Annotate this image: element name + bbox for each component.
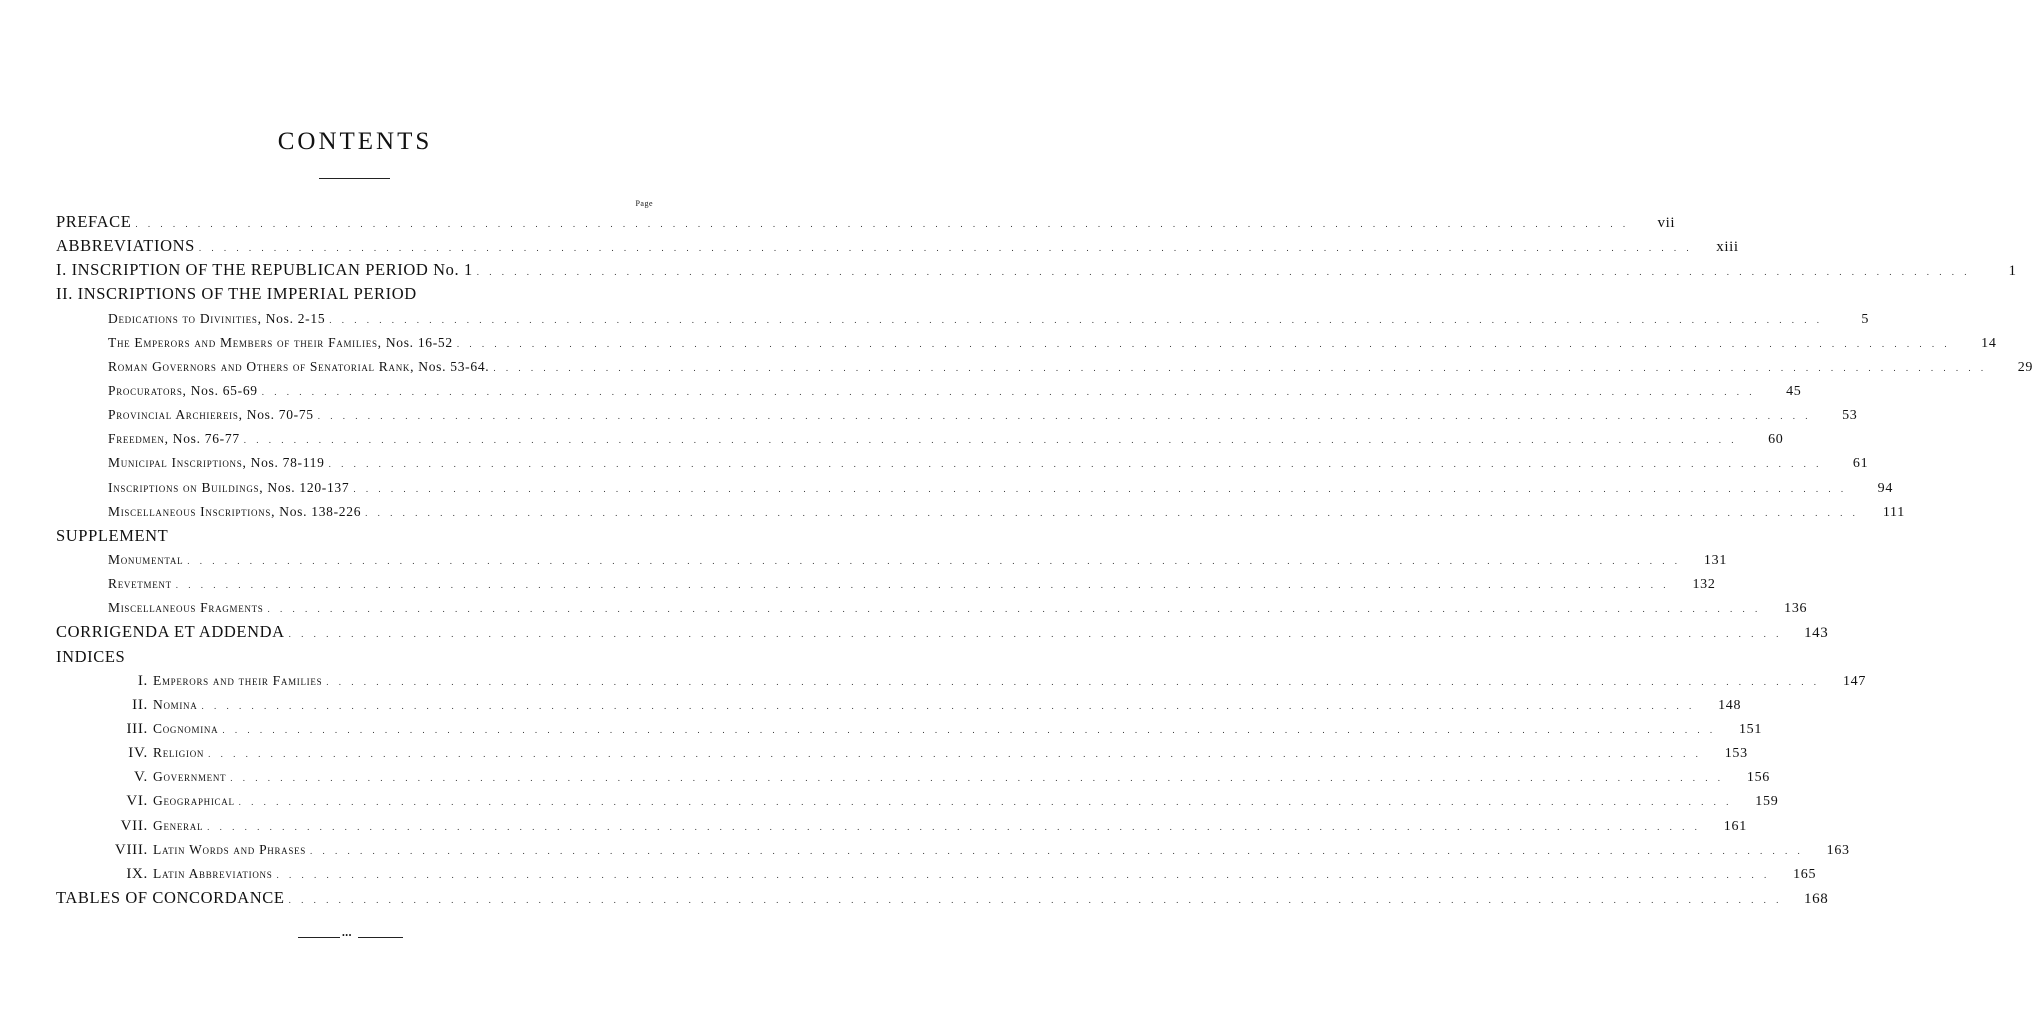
toc-entry-number: VIII. xyxy=(114,841,148,858)
toc-entry-number: IV. xyxy=(128,745,148,762)
toc-entry-label xyxy=(0,814,203,838)
toc-entry-title: CORRIGENDA ET ADDENDA xyxy=(56,622,285,642)
toc-entry-numbers: Nos. 16-52 xyxy=(385,334,453,350)
toc-entry-title: Latin Abbreviations xyxy=(153,865,273,881)
toc-entry-title: Nomina xyxy=(153,696,198,712)
toc-entry-page: xiii xyxy=(1716,239,1739,256)
toc-entry-page: 148 xyxy=(1718,697,1742,713)
toc-entry-title: The Emperors and Members of their Families, xyxy=(108,334,382,350)
toc-entry-page: 165 xyxy=(1793,866,1817,882)
toc-entry-numbers: Nos. 76-77 xyxy=(172,431,240,447)
toc-entry-title: Dedications to Divinities, xyxy=(108,310,262,326)
toc-entry-title: INSCRIPTIONS OF THE IMPERIAL PERIOD xyxy=(77,284,417,304)
dot-leader: . . . . . . . . . . . . . . . . . . . . . . . . . . . . . . . . . . . . . . . . . . . . . . . . . . . . . . . . . . . . . . . . . . . . . . . . . . . . . . . . . . . . . . . . . . . . . . . . . . . . . . . . . . . . . . . . . . . . . . . . xyxy=(310,845,1804,856)
toc-entry-numbers: Nos. 70-75 xyxy=(246,407,314,423)
toc-entry xyxy=(0,427,1784,451)
toc-entry-page: 147 xyxy=(1842,673,1867,689)
toc-entry xyxy=(0,210,1676,234)
toc-entry-page: 131 xyxy=(1703,552,1728,568)
end-ornament: ••• xyxy=(298,935,403,941)
toc-entry xyxy=(0,620,1829,644)
toc-entry xyxy=(0,500,1905,524)
toc-entry-label xyxy=(56,886,285,910)
dot-leader: . . . . . . . . . . . . . . . . . . . . . . . . . . . . . . . . . . . . . . . . . . . . . . . . . . . . . . . . . . . . . . . . . . . . . . . . . . . . . . . . . . . . . . . . . . . . . . . . . . . . . . . . . . . . . . . . . . . . . . . . xyxy=(288,629,1783,640)
toc-entry-number: I. xyxy=(56,260,67,280)
dot-leader: . . . . . . . . . . . . . . . . . . . . . . . . . . . . . . . . . . . . . . . . . . . . . . . . . . . . . . . . . . . . . . . . . . . . . . . . . . . . . . . . . . . . . . . . . . . . . . . . . . . . . . . . . . . . . . . . . . . . . . . . xyxy=(187,555,1682,566)
toc-entry-page: vii xyxy=(1657,215,1676,231)
toc-entry xyxy=(0,379,1802,403)
toc-entry-page: 1 xyxy=(2008,263,2017,280)
toc-entry xyxy=(0,572,1716,596)
toc-entry-page: 111 xyxy=(1882,504,1905,520)
toc-entry-page: 161 xyxy=(1723,818,1747,834)
toc-entry-number: VII. xyxy=(120,817,148,834)
toc-entry-page: 153 xyxy=(1724,746,1748,762)
toc-entry-title: INSCRIPTION OF THE REPUBLICAN PERIOD xyxy=(71,260,429,280)
toc-entry-label xyxy=(108,379,258,403)
toc-entry xyxy=(0,451,1869,475)
toc-entry-title: Revetment xyxy=(108,576,172,592)
toc-entry-label xyxy=(108,451,325,475)
toc-entry-label xyxy=(0,693,197,717)
toc-entry xyxy=(0,331,1997,355)
toc-entry xyxy=(0,814,1747,838)
toc-entry-numbers: Nos. 2-15 xyxy=(265,310,326,326)
toc-entry-label xyxy=(0,765,226,789)
toc-entry-label xyxy=(108,331,453,355)
toc-entry-page: 132 xyxy=(1692,577,1716,593)
toc-entry xyxy=(0,645,710,669)
toc-entry-numbers: Nos. 78-119 xyxy=(250,455,325,471)
toc-entry xyxy=(0,258,2017,282)
toc-entry-label xyxy=(108,476,349,500)
page-column-label: Page xyxy=(635,199,653,208)
toc-entry-label xyxy=(0,838,306,862)
toc-entry-page: 136 xyxy=(1784,601,1808,617)
toc-entry-title: Latin Words and Phrases xyxy=(153,841,306,857)
toc-entry-title: TABLES OF CONCORDANCE xyxy=(56,887,285,907)
toc-entry-label xyxy=(108,355,489,379)
dot-leader: . . . . . . . . . . . . . . . . . . . . . . . . . . . . . . . . . . . . . . . . . . . . . . . . . . . . . . . . . . . . . . . . . . . . . . . . . . . . . . . . . . . . . . . . . . . . . . . . . . . . . . . . . . . . . . . . . . . . . . . . xyxy=(222,724,1717,735)
toc-entry-title: SUPPLEMENT xyxy=(56,525,169,545)
toc-entry-page: 163 xyxy=(1826,842,1850,858)
toc-entry-number: III. xyxy=(126,720,148,737)
toc-entry-label xyxy=(56,210,131,234)
toc-entry-number: II. xyxy=(132,696,148,713)
toc-entry-numbers: Nos. 120-137 xyxy=(267,479,350,495)
toc-entry-number: I. xyxy=(137,672,148,689)
toc-entry-page: 60 xyxy=(1768,432,1784,448)
dot-leader: . . . . . . . . . . . . . . . . . . . . . . . . . . . . . . . . . . . . . . . . . . . . . . . . . . . . . . . . . . . . . . . . . . . . . . . . . . . . . . . . . . . . . . . . . . . . . . . . . . . . . . . . . . . . . . . . . . . . . . . . xyxy=(175,580,1670,591)
toc-entry-title: Inscriptions on Buildings, xyxy=(108,479,264,495)
dot-leader: . . . . . . . . . . . . . . . . . . . . . . . . . . . . . . . . . . . . . . . . . . . . . . . . . . . . . . . . . . . . . . . . . . . . . . . . . . . . . . . . . . . . . . . . . . . . . . . . . . . . . . . . . . . . . . . . . . . . . . . . xyxy=(493,362,1988,373)
dot-leader: . . . . . . . . . . . . . . . . . . . . . . . . . . . . . . . . . . . . . . . . . . . . . . . . . . . . . . . . . . . . . . . . . . . . . . . . . . . . . . . . . . . . . . . . . . . . . . . . . . . . . . . . . . . . . . . . . . . . . . . . xyxy=(476,267,1971,278)
toc-entry xyxy=(0,524,710,548)
toc-entry-label xyxy=(0,789,235,813)
dot-leader: . . . . . . . . . . . . . . . . . . . . . . . . . . . . . . . . . . . . . . . . . . . . . . . . . . . . . . . . . . . . . . . . . . . . . . . . . . . . . . . . . . . . . . . . . . . . . . . . . . . . . . . . . . . . . . . . . . . . . . . . xyxy=(238,797,1733,808)
toc-entry-title: Provincial Archiereis, xyxy=(108,407,243,423)
toc-entry-title: Procurators, xyxy=(108,382,187,398)
toc-entry xyxy=(0,741,1748,765)
toc-entry xyxy=(0,282,710,306)
toc-entry-numbers: Nos. 53-64. xyxy=(418,358,490,374)
dot-leader: . . . . . . . . . . . . . . . . . . . . . . . . . . . . . . . . . . . . . . . . . . . . . . . . . . . . . . . . . . . . . . . . . . . . . . . . . . . . . . . . . . . . . . . . . . . . . . . . . . . . . . . . . . . . . . . . . . . . . . . . xyxy=(198,243,1693,254)
toc-entry-page: 45 xyxy=(1786,383,1802,399)
toc-entry xyxy=(0,596,1808,620)
toc-entry-number: V. xyxy=(133,769,148,786)
toc-entry-title: General xyxy=(153,817,204,833)
toc-entry xyxy=(0,789,1779,813)
toc-entry-title: ABBREVIATIONS xyxy=(56,236,195,256)
toc-entry-page: 14 xyxy=(1981,335,1997,351)
dot-leader: . . . . . . . . . . . . . . . . . . . . . . . . . . . . . . . . . . . . . . . . . . . . . . . . . . . . . . . . . . . . . . . . . . . . . . . . . . . . . . . . . . . . . . . . . . . . . . . . . . . . . . . . . . . . . . . . . . . . . . . . xyxy=(261,386,1756,397)
toc-entry-title: PREFACE xyxy=(56,212,132,231)
toc-entry-label xyxy=(108,427,240,451)
dot-leader: . . . . . . . . . . . . . . . . . . . . . . . . . . . . . . . . . . . . . . . . . . . . . . . . . . . . . . . . . . . . . . . . . . . . . . . . . . . . . . . . . . . . . . . . . . . . . . . . . . . . . . . . . . . . . . . . . . . . . . . . xyxy=(267,604,1762,615)
dot-leader: . . . . . . . . . . . . . . . . . . . . . . . . . . . . . . . . . . . . . . . . . . . . . . . . . . . . . . . . . . . . . . . . . . . . . . . . . . . . . . . . . . . . . . . . . . . . . . . . . . . . . . . . . . . . . . . . . . . . . . . . xyxy=(365,507,1859,518)
toc-entry-label xyxy=(108,596,264,620)
toc-entry-label xyxy=(0,741,204,765)
toc-entry-page: 156 xyxy=(1746,770,1770,786)
toc-entry-label xyxy=(108,307,325,331)
dot-leader: . . . . . . . . . . . . . . . . . . . . . . . . . . . . . . . . . . . . . . . . . . . . . . . . . . . . . . . . . . . . . . . . . . . . . . . . . . . . . . . . . . . . . . . . . . . . . . . . . . . . . . . . . . . . . . . . . . . . . . . . xyxy=(208,749,1702,760)
toc-entry-title: Miscellaneous Inscriptions, xyxy=(108,503,276,519)
toc-entry-page: 29 xyxy=(2017,359,2033,375)
toc-entry xyxy=(0,669,1867,693)
dot-leader: . . . . . . . . . . . . . . . . . . . . . . . . . . . . . . . . . . . . . . . . . . . . . . . . . . . . . . . . . . . . . . . . . . . . . . . . . . . . . . . . . . . . . . . . . . . . . . . . . . . . . . . . . . . . . . . . . . . . . . . . xyxy=(230,773,1724,784)
toc-entry-label xyxy=(56,524,168,548)
dot-leader: . . . . . . . . . . . . . . . . . . . . . . . . . . . . . . . . . . . . . . . . . . . . . . . . . . . . . . . . . . . . . . . . . . . . . . . . . . . . . . . . . . . . . . . . . . . . . . . . . . . . . . . . . . . . . . . . . . . . . . . . xyxy=(243,435,1738,446)
title-rule xyxy=(319,178,390,179)
toc-entry-page: 5 xyxy=(1861,311,1870,327)
toc-entry xyxy=(0,355,2033,379)
toc-entry xyxy=(0,476,1894,500)
toc-entry xyxy=(0,234,1739,258)
toc-entry xyxy=(0,403,1858,427)
toc-entry-label xyxy=(108,500,361,524)
toc-entry-label xyxy=(56,645,125,669)
toc-entry-numbers: Nos. 138-226 xyxy=(279,503,362,519)
toc-entry-label xyxy=(0,717,218,741)
toc-entry-page: 151 xyxy=(1738,721,1763,737)
toc-entry-label xyxy=(108,403,314,427)
dot-leader: . . . . . . . . . . . . . . . . . . . . . . . . . . . . . . . . . . . . . . . . . . . . . . . . . . . . . . . . . . . . . . . . . . . . . . . . . . . . . . . . . . . . . . . . . . . . . . . . . . . . . . . . . . . . . . . . . . . . . . . . xyxy=(201,700,1696,711)
dot-leader: . . . . . . . . . . . . . . . . . . . . . . . . . . . . . . . . . . . . . . . . . . . . . . . . . . . . . . . . . . . . . . . . . . . . . . . . . . . . . . . . . . . . . . . . . . . . . . . . . . . . . . . . . . . . . . . . . . . . . . . . xyxy=(288,894,1783,905)
toc-entry-title: INDICES xyxy=(56,646,126,666)
toc-entry-title: Roman Governors and Others of Senatorial Rank, xyxy=(108,358,415,374)
dot-leader: . . . . . . . . . . . . . . . . . . . . . . . . . . . . . . . . . . . . . . . . . . . . . . . . . . . . . . . . . . . . . . . . . . . . . . . . . . . . . . . . . . . . . . . . . . . . . . . . . . . . . . . . . . . . . . . . . . . . . . . . xyxy=(207,821,1701,832)
toc-entry xyxy=(0,838,1850,862)
dot-leader: . . . . . . . . . . . . . . . . . . . . . . . . . . . . . . . . . . . . . . . . . . . . . . . . . . . . . . . . . . . . . . . . . . . . . . . . . . . . . . . . . . . . . . . . . . . . . . . . . . . . . . . . . . . . . . . . . . . . . . . . xyxy=(328,459,1823,470)
toc-entry-page: 159 xyxy=(1755,794,1779,810)
toc-entry-title: Religion xyxy=(153,745,205,761)
dot-leader: . . . . . . . . . . . . . . . . . . . . . . . . . . . . . . . . . . . . . . . . . . . . . . . . . . . . . . . . . . . . . . . . . . . . . . . . . . . . . . . . . . . . . . . . . . . . . . . . . . . . . . . . . . . . . . . . . . . . . . . . xyxy=(456,338,1951,349)
toc-entry xyxy=(0,765,1770,789)
toc-entry xyxy=(0,717,1763,741)
toc-entry xyxy=(0,886,1829,910)
toc-entry xyxy=(0,307,1870,331)
toc-entry-label xyxy=(56,282,417,306)
toc-entry xyxy=(0,693,1742,717)
page-title: CONTENTS xyxy=(277,128,433,155)
toc-entry-label xyxy=(56,620,285,644)
dot-leader: . . . . . . . . . . . . . . . . . . . . . . . . . . . . . . . . . . . . . . . . . . . . . . . . . . . . . . . . . . . . . . . . . . . . . . . . . . . . . . . . . . . . . . . . . . . . . . . . . . . . . . . . . . . . . . . . . . . . . . . . xyxy=(326,676,1821,687)
dot-leader: . . . . . . . . . . . . . . . . . . . . . . . . . . . . . . . . . . . . . . . . . . . . . . . . . . . . . . . . . . . . . . . . . . . . . . . . . . . . . . . . . . . . . . . . . . . . . . . . . . . . . . . . . . . . . . . . . . . . . . . . xyxy=(276,869,1771,880)
toc-entry-title: Geographical xyxy=(153,793,235,809)
toc-entry-numbers: No. 1 xyxy=(433,260,473,280)
toc-entry-numbers: Nos. 65-69 xyxy=(190,382,258,398)
toc-entry-page: 53 xyxy=(1842,408,1858,424)
toc-entry xyxy=(0,862,1817,886)
toc-entry-title: Municipal Inscriptions, xyxy=(108,455,247,471)
dot-leader: . . . . . . . . . . . . . . . . . . . . . . . . . . . . . . . . . . . . . . . . . . . . . . . . . . . . . . . . . . . . . . . . . . . . . . . . . . . . . . . . . . . . . . . . . . . . . . . . . . . . . . . . . . . . . . . . . . . . . . . . xyxy=(135,219,1630,229)
contents-list xyxy=(0,210,2033,910)
toc-entry-page: 168 xyxy=(1804,890,1829,907)
toc-entry-page: 143 xyxy=(1804,625,1829,642)
toc-entry-label xyxy=(108,548,183,572)
dot-leader: . . . . . . . . . . . . . . . . . . . . . . . . . . . . . . . . . . . . . . . . . . . . . . . . . . . . . . . . . . . . . . . . . . . . . . . . . . . . . . . . . . . . . . . . . . . . . . . . . . . . . . . . . . . . . . . . . . . . . . . . xyxy=(329,314,1824,325)
toc-entry-title: Monumental xyxy=(108,551,184,567)
toc-entry-label xyxy=(56,234,195,258)
dot-leader: . . . . . . . . . . . . . . . . . . . . . . . . . . . . . . . . . . . . . . . . . . . . . . . . . . . . . . . . . . . . . . . . . . . . . . . . . . . . . . . . . . . . . . . . . . . . . . . . . . . . . . . . . . . . . . . . . . . . . . . . xyxy=(317,411,1812,422)
dot-leader: . . . . . . . . . . . . . . . . . . . . . . . . . . . . . . . . . . . . . . . . . . . . . . . . . . . . . . . . . . . . . . . . . . . . . . . . . . . . . . . . . . . . . . . . . . . . . . . . . . . . . . . . . . . . . . . . . . . . . . . . xyxy=(353,483,1848,494)
toc-entry-number: II. xyxy=(56,284,73,304)
toc-entry-number: IX. xyxy=(126,865,148,882)
toc-entry-title: Cognomina xyxy=(153,720,219,736)
toc-entry-title: Government xyxy=(153,769,227,785)
toc-entry-label xyxy=(108,572,172,596)
toc-entry-page: 94 xyxy=(1877,480,1894,496)
toc-entry-label xyxy=(0,862,272,886)
toc-entry-number: VI. xyxy=(126,793,148,810)
toc-entry-page: 61 xyxy=(1852,456,1869,472)
toc-entry-title: Miscellaneous Fragments xyxy=(108,600,264,616)
toc-entry-label xyxy=(56,258,473,282)
toc-entry xyxy=(0,548,1728,572)
toc-entry-label xyxy=(0,669,322,693)
toc-entry-title: Freedmen, xyxy=(108,431,169,447)
toc-entry-title: Emperors and their Families xyxy=(153,672,323,688)
